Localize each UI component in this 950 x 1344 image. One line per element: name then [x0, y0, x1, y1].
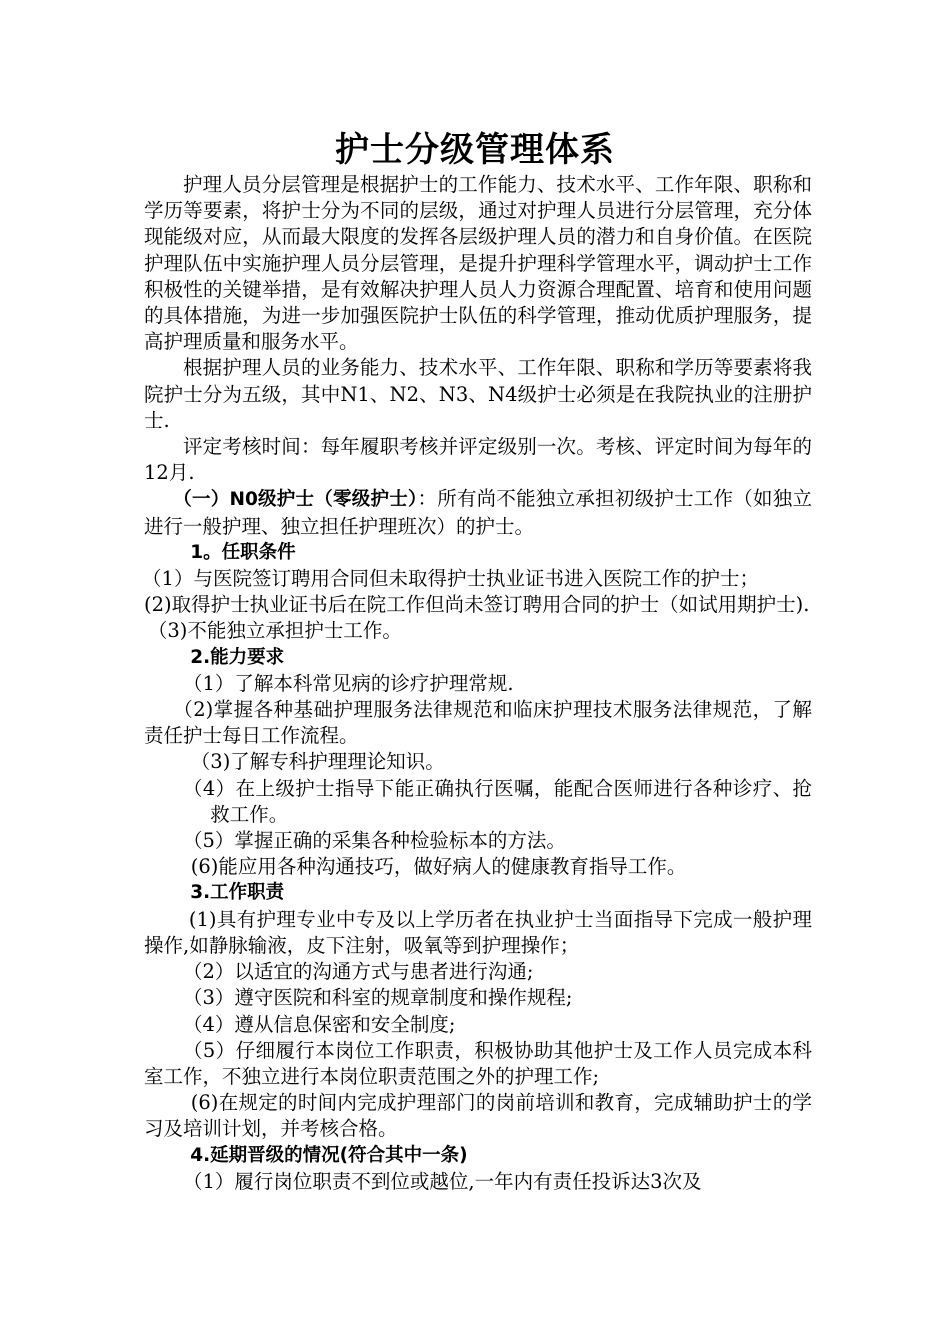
- intro-paragraph: 评定考核时间：每年履职考核并评定级别一次。考核、评定时间为每年的12月.: [144, 435, 812, 485]
- list-item: （1）了解本科常见病的诊疗护理常规.: [183, 671, 514, 695]
- section-paragraph: [144, 486, 812, 539]
- list-item: (6)能应用各种沟通技巧，做好病人的健康教育指导工作。: [190, 855, 687, 879]
- list-item: （2）以适宜的沟通方式与患者进行沟通;: [183, 960, 534, 984]
- list-item: （4）在上级护士指导下能正确执行医嘱，能配合医师进行各种诊疗、抢救工作。: [183, 776, 812, 826]
- list-item: （2)掌握各种基础护理服务法律规范和临床护理技术服务法律规范，了解责任护士每日工作流程。: [144, 698, 812, 748]
- list-item: （3)了解专科护理理论知识。: [190, 750, 445, 774]
- document-body: [144, 172, 812, 1195]
- list-item: (2)取得护士执业证书后在院工作但尚未签订聘用合同的护士（如试用期护士).: [144, 593, 810, 617]
- list-item: （5）掌握正确的采集各种检验标本的方法。: [183, 829, 566, 853]
- document-title: 护士分级管理体系: [335, 130, 615, 170]
- list-item: （4）遵从信息保密和安全制度;: [183, 1012, 456, 1036]
- subsection-heading: 1。任职条件: [190, 541, 296, 563]
- list-item: （1）履行岗位职责不到位或越位,一年内有责任投诉达3次及: [183, 1169, 702, 1193]
- list-item: (6)在规定的时间内完成护理部门的岗前培训和教育，完成辅助护士的学习及培训计划，并考核合格。: [144, 1091, 812, 1141]
- section-heading: （一）N0级护士（零级护士）: [173, 489, 418, 511]
- intro-paragraph: 根据护理人员的业务能力、技术水平、工作年限、职称和学历等要素将我院护士分为五级，其中N1、N2、N3、N4级护士必须是在我院执业的注册护士.: [144, 356, 812, 432]
- list-item: （1）与医院签订聘用合同但未取得护士执业证书进入医院工作的护士；: [142, 567, 759, 591]
- list-item: （3）遵守医院和科室的规章制度和操作规程;: [183, 986, 573, 1010]
- list-item: (1)具有护理专业中专及以上学历者在执业护士当面指导下完成一般护理操作,如静脉输液，皮下注射，吸氧等到护理操作；: [144, 907, 812, 957]
- subsection-heading: 3.工作职责: [190, 882, 285, 904]
- subsection-heading: 2.能力要求: [190, 646, 285, 668]
- subsection-heading: 4.延期晋级的情况(符合其中一条): [190, 1144, 468, 1166]
- list-item: （5）仔细履行本岗位工作职责，积极协助其他护士及工作人员完成本科室工作，不独立进行本岗位职责范围之外的护理工作;: [144, 1038, 812, 1088]
- list-item: （3)不能独立承担护士工作。: [147, 619, 402, 643]
- section-description: ：所有尚不能独立承担初级护士工作（如独立进行一般护理、独立担任护理班次）的护士。: [144, 487, 812, 538]
- intro-paragraph: 护理人员分层管理是根据护士的工作能力、技术水平、工作年限、职称和学历等要素，将护士分为不同的层级，通过对护理人员进行分层管理，充分体现能级对应，从而最大限度的发挥各层级护理人员的潜力和自身价值。在医院护理队伍中实施护理人员分层管理，是提升护理科学管理水平，调动护士工作积极性的关键举措，是有效解决护理人员人力资源合理配置、培育和使用问题的具体措施，为进一步加强医院护士队伍的科学管理，推动优质护理服务，提高护理质量和服务水平。: [144, 173, 812, 354]
